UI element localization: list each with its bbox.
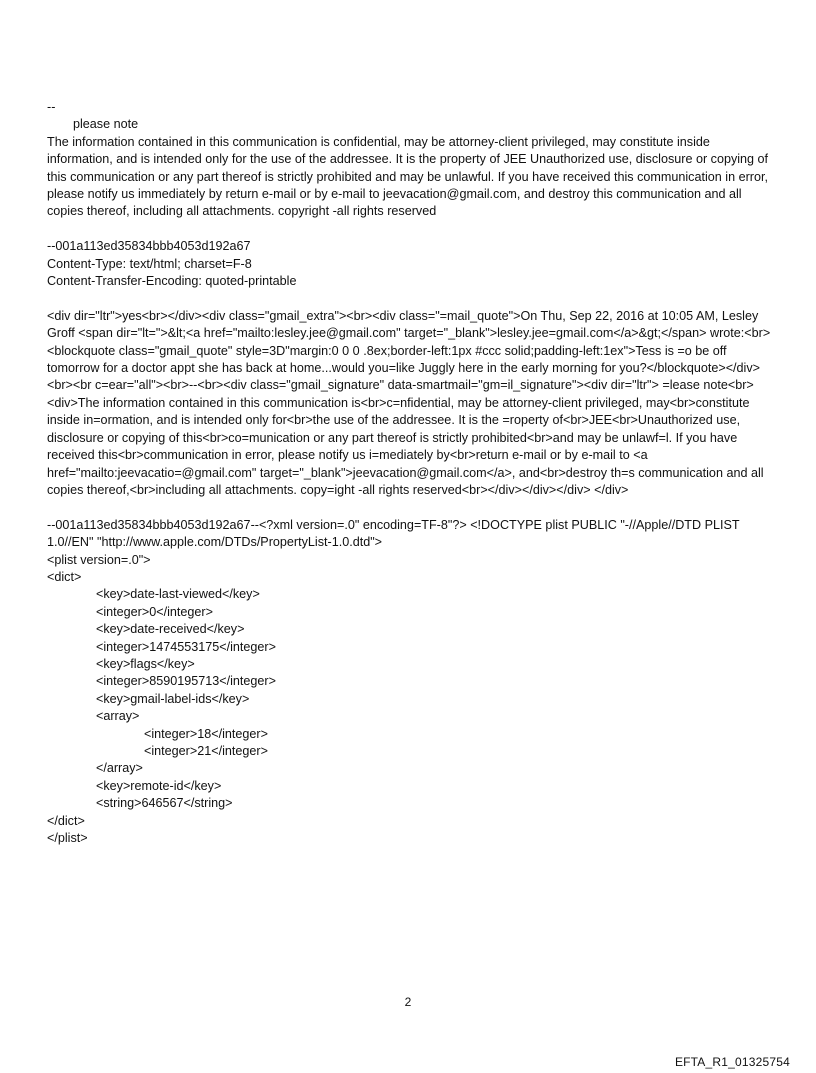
mime-boundary: --001a113ed35834bbb4053d192a67 [47, 239, 251, 254]
xml-header: --001a113ed35834bbb4053d192a67--<?xml version=.0" encoding=TF-8"?> <!DOCTYPE plist PUBLIC "-//Apple//DTD PLIST 1.0//EN" "http://www.apple.com/DTDs/PropertyList-1.0.dtd"> [47, 517, 740, 550]
dict-close-tag: </dict> [47, 813, 85, 828]
array-item: <integer>21</integer> [144, 743, 268, 758]
plist-entry: <key>flags</key> [96, 656, 195, 671]
confidentiality-disclaimer: The information contained in this communication is confidential, may be attorney-client privileged, may constitute inside information, and is intended only for the use of the addressee. It is the property of JEE Unauthorized use, disclosure or copying of this communication or any part thereof is strictly prohibited and may be unlawful. If you have received this communication in error, please notify us immediately by return e-mail or by e-mail to jeevacation@gmail.com, and destroy this communication and all copies thereof, including all attachments. copyright -all rights reserved [47, 134, 769, 219]
plist-entry: <key>remote-id</key> [96, 778, 222, 793]
plist-entry: <key>date-received</key> [96, 622, 245, 637]
plist-entry: <key>gmail-label-ids</key> [96, 691, 250, 706]
plist-open-tag: <plist version=.0"> [47, 552, 151, 567]
plist-entry: <key>date-last-viewed</key> [96, 587, 260, 602]
document-id-footer: EFTA_R1_01325754 [674, 1055, 790, 1069]
plist-entry: <integer>1474553175</integer> [96, 639, 276, 654]
plist-entry: <integer>0</integer> [96, 604, 213, 619]
plist-close-tag: </plist> [47, 831, 88, 846]
page-number: 2 [404, 995, 412, 1009]
content-encoding-header: Content-Transfer-Encoding: quoted-printable [47, 274, 297, 289]
document-body [47, 99, 772, 847]
plist-entry: </array> [96, 761, 143, 776]
dict-open-tag: <dict> [47, 569, 82, 584]
plist-entry: <string>646567</string> [96, 796, 233, 811]
plist-entry: <array> [96, 709, 140, 724]
please-note-line: please note [73, 117, 139, 132]
array-item: <integer>18</integer> [144, 726, 268, 741]
signature-dashes: -- [47, 100, 56, 114]
html-body-source: <div dir="ltr">yes<br></div><div class="gmail_extra"><br><div class="=mail_quote">On Thu, Sep 22, 2016 at 10:05 AM, Lesley Groff <span dir="lt=">&lt;<a href="mailto:lesley.jee@gmail.com" target="_blank">lesley.jee=gmail.com</a>&gt;</span> wrote:<br><blockquote class="gmail_quote" style=3D"margin:0 0 0 .8ex;border-left:1px #ccc solid;padding-left:1ex">Tess is =o be off tomorrow for a doctor appt she has back at home...would you=like Juggly here in the early morning for you?</blockquote></div><br><br c=ear="all"><br>--<br><div class="gmail_signature" data-smartmail="gm=il_signature"><div dir="ltr"> =lease note<br><div>The information contained in this communication is<br>c=nfidential, may be attorney-client privileged, may<br>constitute inside in=ormation, and is intended only for<br>the use of the addressee. It is the =roperty of<br>JEE<br>Unauthorized use, disclosure or copying of this<br>co=munication or any part thereof is strictly prohibited<br>and may be unlawf=l. If you have received this<br>communication in error, please notify us i=mediately by<br>return e-mail or by e-mail to <a href="mailto:jeevacatio=@gmail.com" target="_blank">jeevacation@gmail.com</a>, and<br>destroy th=s communication and all copies thereof,<br>including all attachments. copy=ight -all rights reserved<br></div></div></div> </div> [47, 308, 771, 497]
plist-entry: <integer>8590195713</integer> [96, 674, 276, 689]
content-type-header: Content-Type: text/html; charset=F-8 [47, 256, 252, 271]
